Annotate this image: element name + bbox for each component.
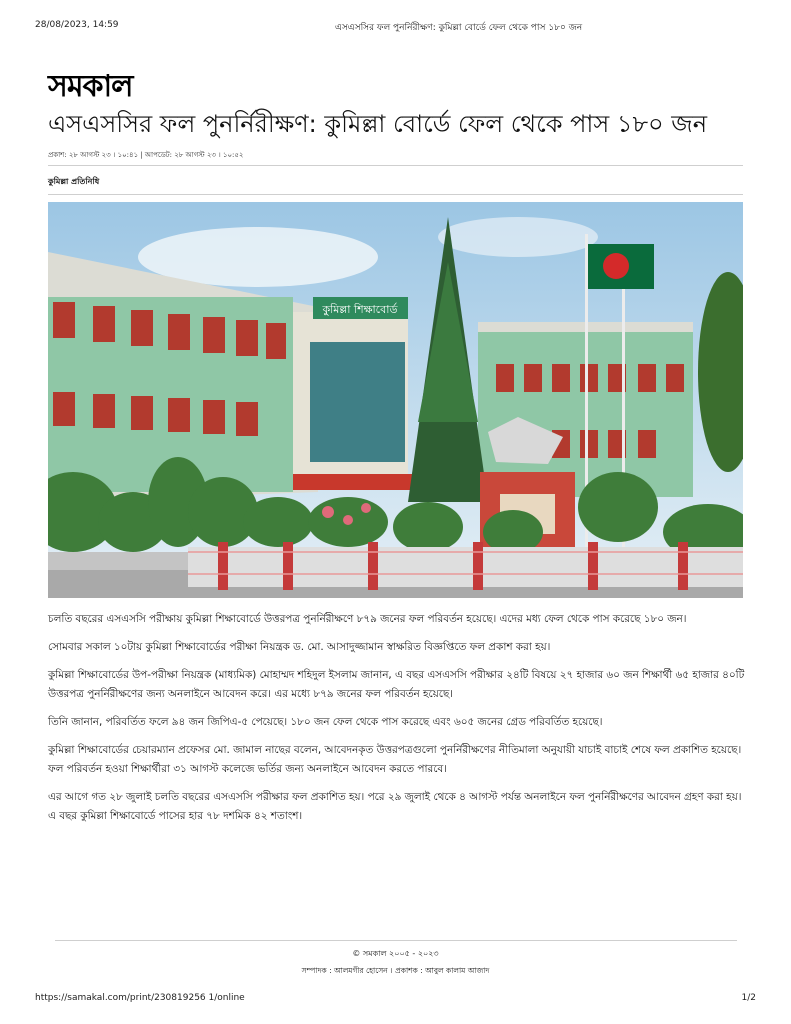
article-paragraph: এর আগে গত ২৮ জুলাই চলতি বছরের এসএসসি পরীক্ষার ফল প্রকাশিত হয়। পরে ২৯ জুলাই থেকে ৪ আগস্ট পর্যন্ত অনলাইনে ফল পুনর্নিরীক্ষণের আবেদন গ্রহণ করা হয়। এ বছর কুমিল্লা শিক্ষাবোর্ডে পাসের হার ৭৮ দশমিক ৪২ শতাংশ। (48, 791, 742, 822)
page-number: 1/2 (741, 993, 756, 1003)
editors-line: সম্পাদক : আলমগীর হোসেন । প্রকাশক : আবুল কালাম আজাদ (301, 966, 490, 975)
article-paragraph: কুমিল্লা শিক্ষাবোর্ডের চেয়ারম্যান প্রফেসর মো. জামাল নাছের বলেন, আবেদনকৃত উত্তরপত্রগুলো পুনর্নিরীক্ষণের নীতিমালা অনুযায়ী যাচাই বাচাই শেষে ফল প্রকাশিত হয়েছে। ফল পরিবর্তন হওয়া শিক্ষার্থীরা ৩১ আগস্ট কলেজে ভর্তির জন্য অনলাইনে আবেদন করতে পারবে। (48, 744, 742, 775)
print-header (35, 20, 756, 34)
article-body (48, 610, 750, 835)
article-photo (48, 202, 743, 598)
byline: কুমিল্লা প্রতিনিধি (48, 177, 100, 186)
print-url[interactable]: https://samakal.com/print/230819256 1/online (35, 993, 245, 1003)
copyright: © সমকাল ২০০৫ - ২০২৩ (352, 949, 439, 958)
article-paragraph: সোমবার সকাল ১০টায় কুমিল্লা শিক্ষাবোর্ডের পরীক্ষা নিয়ন্ত্রক ড. মো. আসাদুজ্জামান স্বাক্ষরিত বিজ্ঞপ্তিতে ফল প্রকাশ করা হয়। (48, 641, 551, 653)
article-paragraph: চলতি বছরের এসএসসি পরীক্ষায় কুমিল্লা শিক্ষাবোর্ডে উত্তরপত্র পুনর্নিরীক্ষণে ৮৭৯ জনের ফল পরিবর্তন হয়েছে। এদের মধ্য ফেল থেকে পাস করেছে ১৮০ জন। (48, 613, 687, 625)
article-headline: এসএসসির ফল পুনর্নিরীক্ষণ: কুমিল্লা বোর্ডে ফেল থেকে পাস ১৮০ জন (48, 110, 708, 138)
samakal-logo[interactable]: সমকাল (48, 69, 133, 104)
divider (48, 165, 743, 166)
board-sign-text: কুমিল্লা শিক্ষাবোর্ড (322, 303, 398, 316)
footer-divider (55, 940, 737, 941)
article-paragraph: তিনি জানান, পরিবর্তিত ফলে ৯৪ জন জিপিএ-৫ পেয়েছে। ১৮০ জন ফেল থেকে পাস করেছে এবং ৬০৫ জনের গ্রেড পরিবর্তিত হয়েছে। (48, 716, 603, 728)
print-timestamp: 28/08/2023, 14:59 (35, 20, 119, 30)
publish-dates: প্রকাশ: ২৮ আগস্ট ২৩ । ১০:৪১ | আপডেট: ২৮ আগস্ট ২৩ । ১০:৫২ (48, 151, 244, 159)
divider (48, 194, 743, 195)
article-paragraph: কুমিল্লা শিক্ষাবোর্ডের উপ-পরীক্ষা নিয়ন্ত্রক (মাধ্যমিক) মোহাম্মদ শহিদুল ইসলাম জানান, এ বছর এসএসসি পরীক্ষার ২৪টি বিষয়ে ২৭ হাজার ৬০ জন শিক্ষার্থী ৬৫ হাজার ৪০টি উত্তরপত্র পুনর্নিরীক্ষণের জন্য অনলাইনে আবেদন করে। এর মধ্যে ৮৭৯ জনের ফল পরিবর্তন হয়েছে। (48, 669, 745, 700)
print-doc-title: এসএসসির ফল পুনর্নিরীক্ষণ: কুমিল্লা বোর্ডে ফেল থেকে পাস ১৮০ জন (335, 23, 583, 33)
print-footer (35, 993, 756, 1007)
